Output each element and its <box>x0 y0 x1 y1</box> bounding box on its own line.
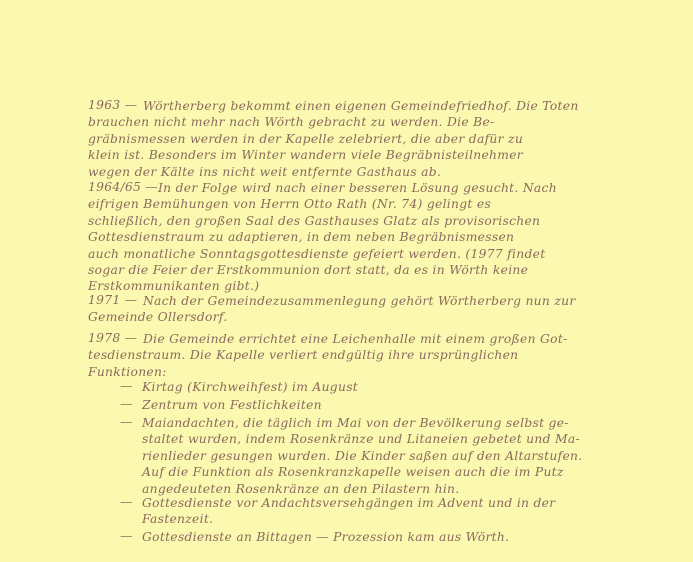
entry-text <box>88 293 608 326</box>
text-line: brauchen nicht mehr nach Wörth gebracht zu werden. Die Be- <box>88 115 495 130</box>
dash-bullet: — <box>120 397 133 411</box>
text-line: Nach der Gemeindezusammenlegung gehört Wörtherberg nun zur <box>143 294 576 308</box>
function-list-item <box>120 529 610 545</box>
entry-text <box>88 98 608 180</box>
text-line: Fastenzeit. <box>142 512 214 527</box>
text-line: Zentrum von Festlichkeiten <box>142 398 322 412</box>
text-line: Auf die Funktion als Rosenkranzkapelle weisen auch die im Putz <box>142 465 564 480</box>
entry-year: 1978 — <box>88 331 138 345</box>
text-line: Funktionen: <box>88 364 167 379</box>
text-line: wegen der Kälte ins nicht weit entfernte Gasthaus ab. <box>88 164 442 179</box>
entry-text <box>88 180 608 295</box>
text-line: tesdienstraum. Die Kapelle verliert endgültig ihre ursprünglichen <box>88 348 519 363</box>
dash-bullet: — <box>120 495 133 509</box>
entry-text <box>88 331 608 380</box>
text-line: staltet wurden, indem Rosenkränze und Litaneien gebetet und Ma- <box>142 432 580 447</box>
chronicle-entry-1971 <box>88 293 608 326</box>
text-line: Erstkommunikanten gibt.) <box>88 279 260 294</box>
dash-bullet: — <box>120 379 133 393</box>
function-list-item <box>120 379 610 395</box>
text-line: Gemeinde Ollersdorf. <box>88 310 228 325</box>
text-line: In der Folge wird nach einer besseren Lösung gesucht. Nach <box>158 181 557 195</box>
text-line: sogar die Feier der Erstkommunion dort statt, da es in Wörth keine <box>88 262 529 277</box>
text-line: Wörtherberg bekommt einen eigenen Gemeindefriedhof. Die Toten <box>143 99 579 113</box>
text-line: Die Gemeinde errichtet eine Leichenhalle mit einem großen Got- <box>143 332 568 346</box>
dash-bullet: — <box>120 415 133 429</box>
text-line: auch monatliche Sonntagsgottesdienste gefeiert werden. (1977 findet <box>88 246 546 261</box>
chronicle-entry-1964-65 <box>88 180 608 295</box>
text-line: Kirtag (Kirchweihfest) im August <box>142 380 359 394</box>
text-line: rienlieder gesungen wurden. Die Kinder saßen auf den Altarstufen. <box>142 448 583 463</box>
text-line: angedeuteten Rosenkränze an den Pilastern hin. <box>142 481 460 496</box>
text-line: Gottesdienstraum zu adaptieren, in dem neben Begräbnismessen <box>88 230 515 245</box>
entry-year: 1963 — <box>88 98 138 112</box>
text-line: Gottesdienste vor Andachtsversehgängen im Advent und in der <box>142 496 556 510</box>
function-list-item <box>120 495 610 528</box>
chronicle-entry-1963 <box>88 98 608 180</box>
text-line: eifrigen Bemühungen von Herrn Otto Rath (Nr. 74) gelingt es <box>88 197 492 212</box>
dash-bullet: — <box>120 529 133 543</box>
chronicle-entry-1978 <box>88 331 608 380</box>
entry-year: 1964/65 — <box>88 180 158 194</box>
function-list-item <box>120 415 610 497</box>
text-line: klein ist. Besonders im Winter wandern viele Begräbnisteilnehmer <box>88 148 523 163</box>
function-list-item <box>120 397 610 413</box>
text-line: schließlich, den großen Saal des Gasthauses Glatz als provisorischen <box>88 213 541 228</box>
text-line: Maiandachten, die täglich im Mai von der Bevölkerung selbst ge- <box>142 416 569 430</box>
text-line: Gottesdienste an Bittagen — Prozession kam aus Wörth. <box>142 530 510 544</box>
text-line: gräbnismessen werden in der Kapelle zelebriert, die aber dafür zu <box>88 131 524 146</box>
entry-year: 1971 — <box>88 293 138 307</box>
